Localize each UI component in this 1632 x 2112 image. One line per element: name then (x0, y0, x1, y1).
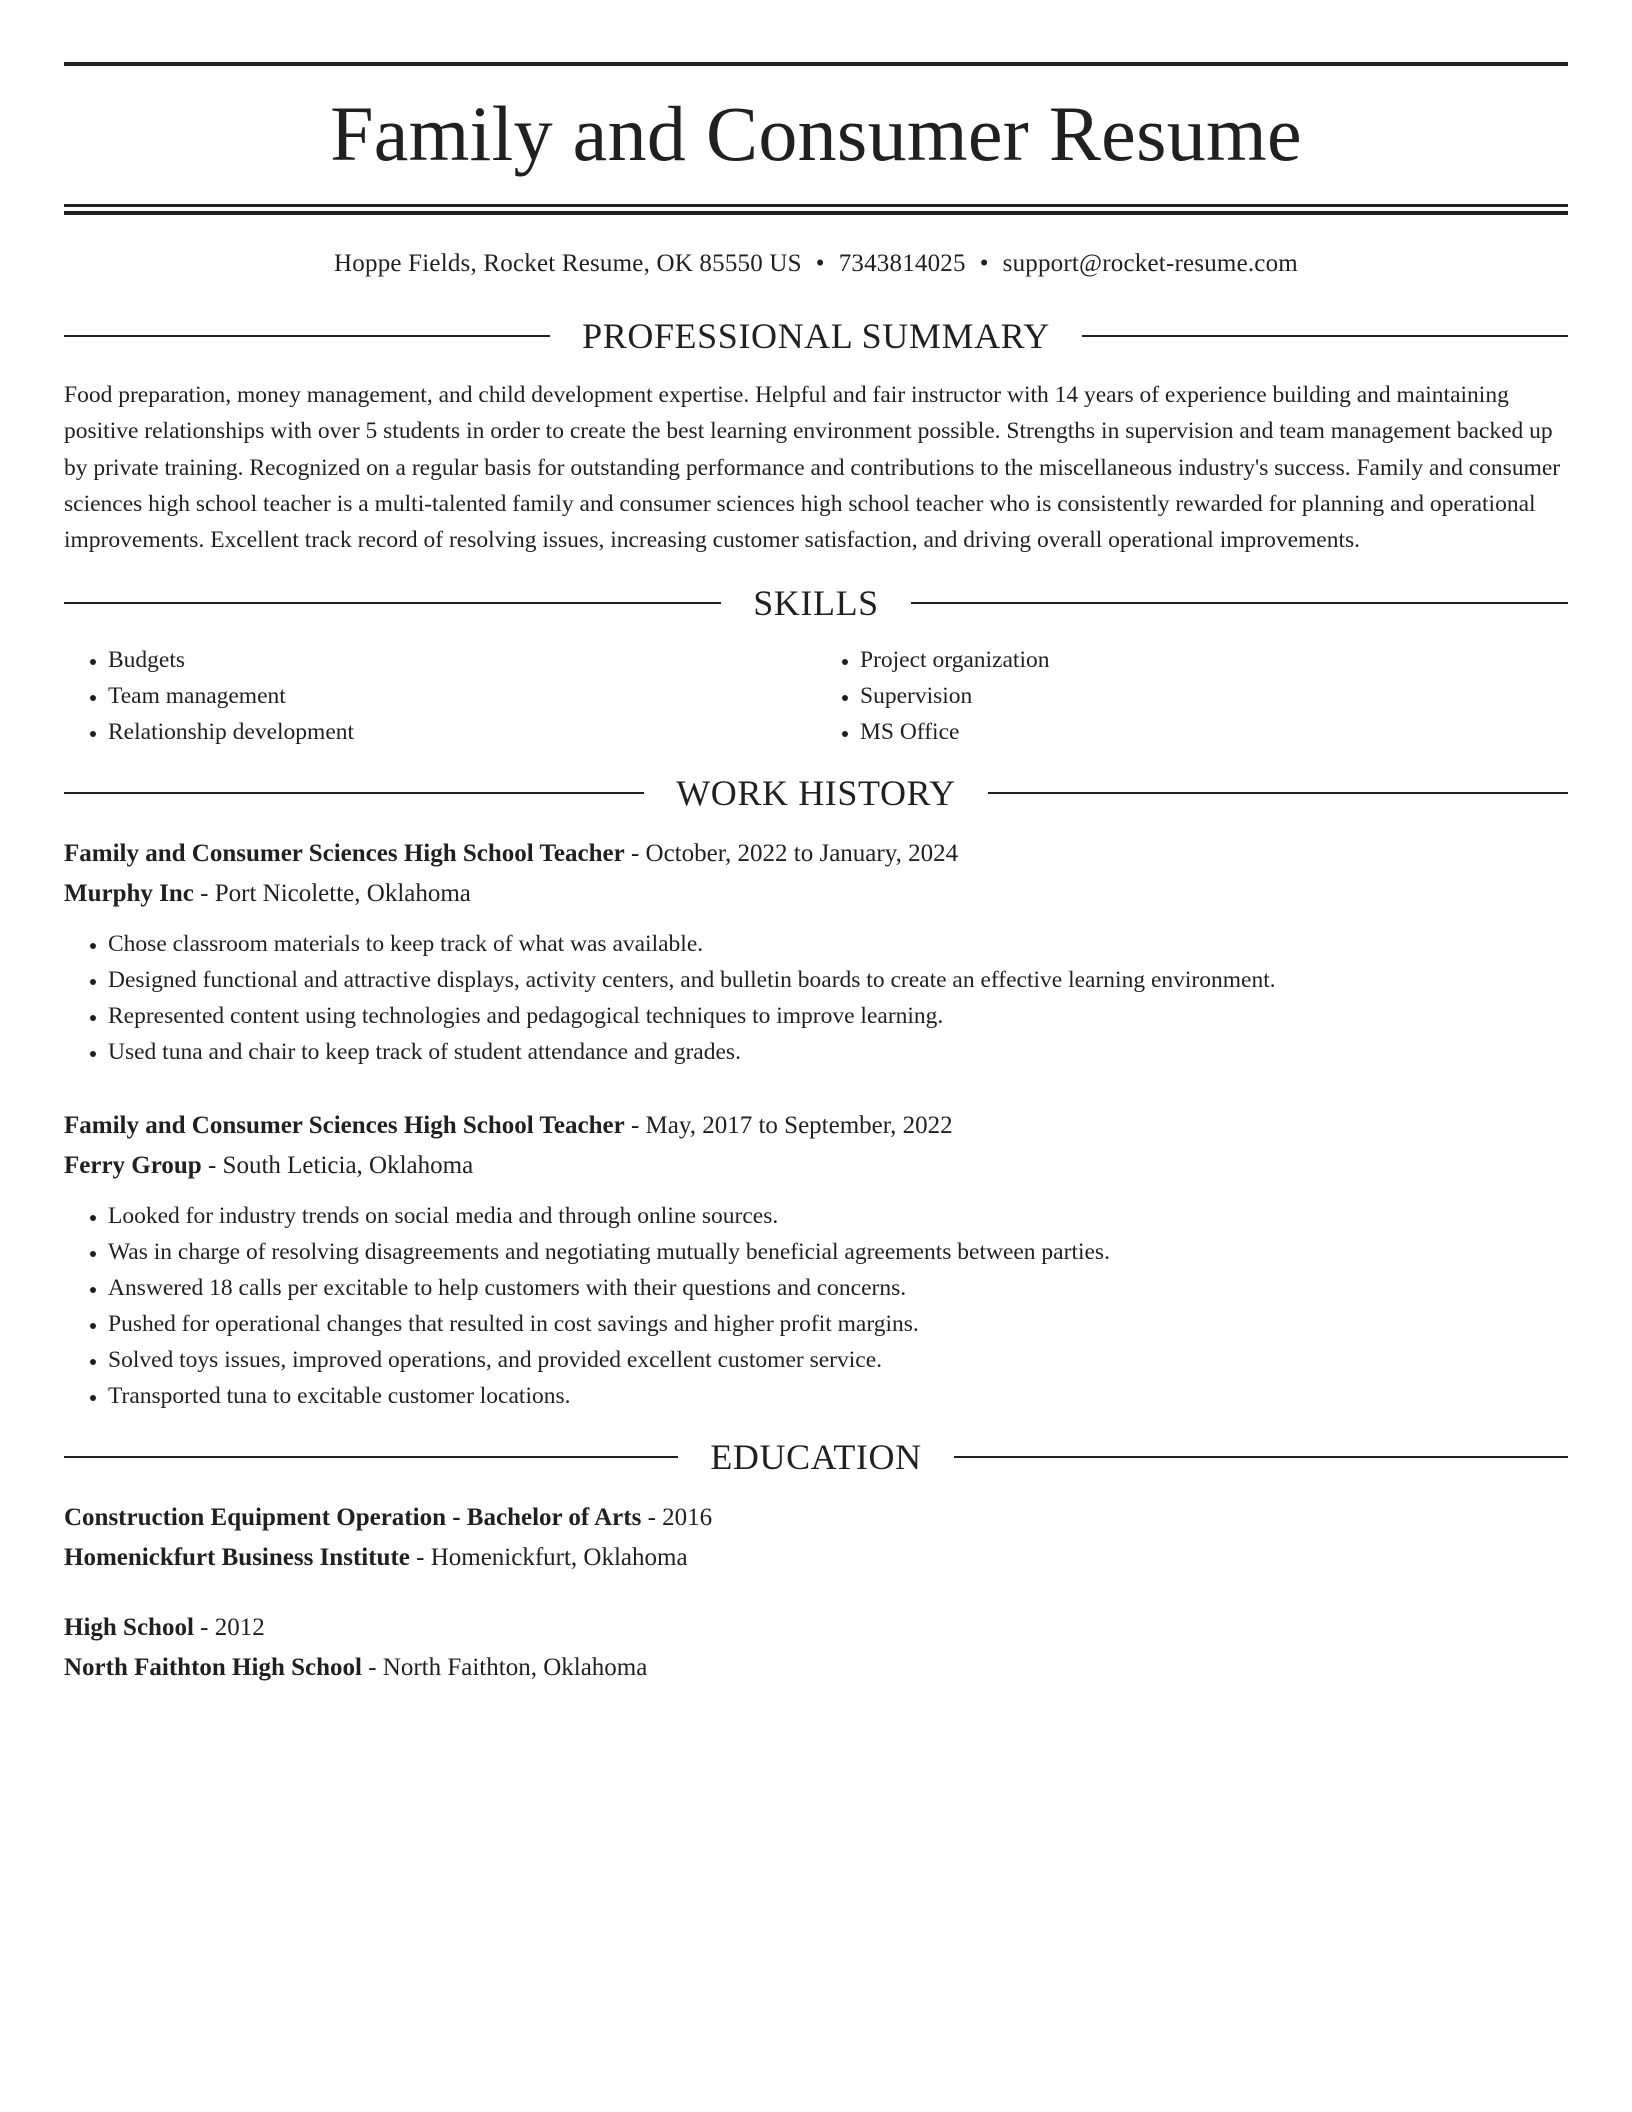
section-rule-left (64, 602, 721, 604)
job-bullet: • Represented content using technologies and pedagogical techniques to improve learning. (108, 998, 1568, 1034)
section-title-skills: SKILLS (753, 582, 879, 623)
section-rule-right (954, 1456, 1568, 1458)
job-company: Ferry Group (64, 1151, 202, 1179)
education-degree: Construction Equipment Operation - Bachelor of Arts (64, 1503, 642, 1531)
education-year: - 2016 (641, 1503, 713, 1531)
job-bullets (64, 926, 1568, 1070)
job-company-line (64, 874, 1568, 914)
skill-item: • Project organization (860, 642, 1568, 678)
job-bullet: • Solved toys issues, improved operations, and provided excellent customer service. (108, 1342, 1568, 1378)
job-dates: - May, 2017 to September, 2022 (624, 1111, 953, 1139)
job-bullet: • Transported tuna to excitable customer locations. (108, 1378, 1568, 1414)
education-school: North Faithton High School (64, 1653, 362, 1681)
job-bullets (64, 1198, 1568, 1414)
education-degree-line (64, 1608, 1568, 1648)
job-company: Murphy Inc (64, 879, 194, 907)
summary-text: Food preparation, money management, and child development expertise. Helpful and fair instructor with 14 years of experience building and maintaining positive relationships with over 5 students in order to create the best learning environment possible. Strengths in supervision and team management backed up by private training. Recognized on a regular basis for outstanding performance and contributions to the miscellaneous industry's success. Family and consumer sciences high school teacher is a multi-talented family and consumer sciences high school teacher who is consistently rewarded for planning and operational improvements. Excellent track record of resolving issues, increasing customer satisfaction, and driving overall operational improvements. (64, 382, 1561, 554)
top-rule (64, 62, 1568, 66)
section-rule-left (64, 792, 644, 794)
contact-email: support@rocket-resume.com (1002, 250, 1298, 277)
education-degree-line (64, 1498, 1568, 1538)
education-degree: High School (64, 1613, 194, 1641)
section-title-education: EDUCATION (710, 1436, 922, 1477)
skill-item: • Supervision (860, 678, 1568, 714)
section-title-summary: PROFESSIONAL SUMMARY (582, 316, 1050, 356)
section-title-work: WORK HISTORY (676, 772, 956, 813)
section-header-work (64, 772, 1568, 814)
contact-phone: 7343814025 (838, 250, 966, 277)
contact-separator: • (815, 250, 825, 277)
title-double-rule (64, 204, 1568, 215)
job-entry (64, 1106, 1568, 1414)
job-location: - South Leticia, Oklahoma (201, 1151, 474, 1179)
section-rule-right (988, 792, 1568, 794)
skill-item: • Team management (108, 678, 816, 714)
skills-column-left (64, 642, 816, 750)
section-rule-left (64, 1456, 678, 1458)
skills-list (64, 642, 1568, 750)
education-year: - 2012 (193, 1613, 265, 1641)
job-title-line (64, 1106, 1568, 1146)
job-bullet: • Looked for industry trends on social media and through online sources. (108, 1198, 1568, 1234)
skill-item: • MS Office (860, 714, 1568, 750)
section-header-skills (64, 582, 1568, 624)
education-entry (64, 1498, 1568, 1578)
job-bullet: • Used tuna and chair to keep track of student attendance and grades. (108, 1034, 1568, 1070)
education-entry (64, 1608, 1568, 1688)
education-school: Homenickfurt Business Institute (64, 1543, 410, 1571)
section-header-education (64, 1436, 1568, 1478)
job-entry (64, 834, 1568, 1070)
job-location: - Port Nicolette, Oklahoma (193, 879, 471, 907)
job-bullet: • Was in charge of resolving disagreements and negotiating mutually beneficial agreements between parties. (108, 1234, 1568, 1270)
job-bullet: • Answered 18 calls per excitable to help customers with their questions and concerns. (108, 1270, 1568, 1306)
job-title-line (64, 834, 1568, 874)
resume-title: Family and Consumer Resume (330, 90, 1302, 177)
skill-item: • Budgets (108, 642, 816, 678)
job-company-line (64, 1146, 1568, 1186)
skills-column-right (816, 642, 1568, 750)
skill-item: • Relationship development (108, 714, 816, 750)
education-school-line (64, 1538, 1568, 1578)
section-rule-left (64, 335, 550, 337)
job-dates: - October, 2022 to January, 2024 (624, 839, 959, 867)
contact-separator: • (979, 250, 989, 277)
education-location: - Homenickfurt, Oklahoma (409, 1543, 688, 1571)
job-title: Family and Consumer Sciences High School Teacher (64, 839, 625, 867)
contact-address: Hoppe Fields, Rocket Resume, OK 85550 US (334, 250, 802, 277)
job-title: Family and Consumer Sciences High School Teacher (64, 1111, 625, 1139)
contact-line (64, 249, 1568, 279)
section-rule-right (911, 602, 1568, 604)
job-bullet: • Designed functional and attractive displays, activity centers, and bulletin boards to create an effective learning environment. (108, 962, 1568, 998)
job-bullet: • Pushed for operational changes that resulted in cost savings and higher profit margins. (108, 1306, 1568, 1342)
section-header-summary (64, 315, 1568, 357)
education-location: - North Faithton, Oklahoma (361, 1653, 648, 1681)
job-bullet: • Chose classroom materials to keep track of what was available. (108, 926, 1568, 962)
education-school-line (64, 1648, 1568, 1688)
section-rule-right (1082, 335, 1568, 337)
